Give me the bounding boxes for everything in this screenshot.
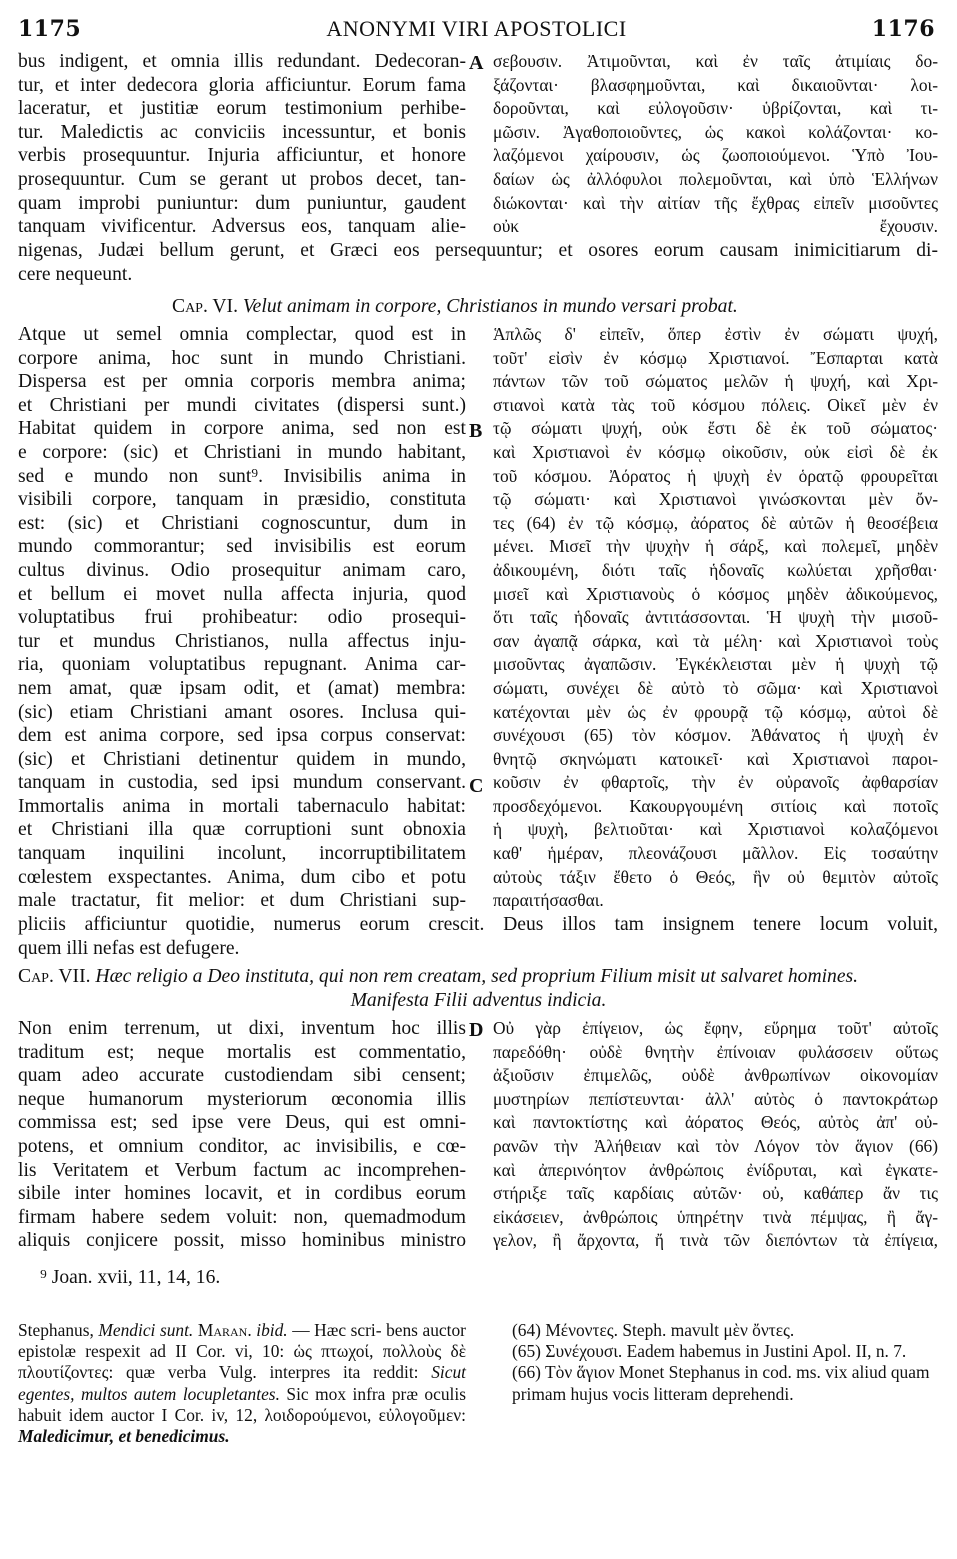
greek-line: μισεῖ καὶ Χριστιανοὺς ὁ κόσμος μηδὲν ἀδικούμενος, — [493, 583, 938, 604]
latin-column-block1 — [18, 50, 466, 239]
note-text-1: — Hæc scri- bens auctor epistolæ respexit ad II Cor. vi, 10: ὡς πτωχοί, πολλοὺς δὲ πλουτίζοντες: quæ verba Vulg. interpres ita reddit: — [18, 1320, 466, 1383]
latin-line: cultus divinus. Odio prosequitur animam caro, — [18, 559, 466, 581]
latin-line: est: (sic) et Christiani cognoscuntur, dum in — [18, 512, 466, 534]
note-author: Stephanus, — [18, 1320, 94, 1340]
chapter-7-title-line1: Hæc religio a Deo instituta, qui non rem creatam, sed proprium Filium misit ut salvaret homines. — [95, 966, 859, 987]
full-line: pliciis afficiuntur quotidie, numerus eorum crescit. Deus illos tam insignem tenere locum voluit, — [18, 914, 938, 935]
latin-line: mundo commorantur; sed invisibilis est eorum — [18, 536, 466, 558]
greek-line: δοροῦνται, καὶ εὐλογοῦσιν· ὑβρίζονται, καὶ τι- — [493, 98, 938, 119]
chapter-6-heading — [172, 295, 738, 319]
latin-line: Non enim terrenum, ut dixi, inventum hoc illis — [18, 1018, 466, 1039]
greek-line: καὶ παντοκτίστης καὶ ἀόρατος Θεός, αὐτὸς ἀπ' οὐ- — [493, 1112, 938, 1133]
latin-line: sed e mundo non sunt⁹. Invisibilis anima in — [18, 465, 466, 487]
note-text-2: Sic mox infra præ oculis habuit idem auctor I Cor. iv, 12, λοιδορούμενοι, εὐλογοῦμεν: — [18, 1383, 466, 1425]
latin-line: (sic) et Christiani detinentur quidem in mundo, — [18, 748, 466, 770]
margin-letter-a: A — [469, 52, 484, 74]
latin-line: visibili corpore, tanquam in præsidio, constituta — [18, 489, 466, 511]
latin-line: Dispersa est per omnia corporis membra anima; — [18, 371, 466, 393]
greek-line: μῶσιν. Ἀγαθοποιοῦντες, ὡς κακοὶ κολάζονται· κο- — [493, 121, 938, 142]
latin-line: Atque ut semel omnia complectar, quod est in — [18, 324, 466, 345]
note-lemma: Mendici sunt. — [98, 1320, 194, 1340]
greek-line: τῷ σώματι· καὶ Χριστιανοὶ γινώσκονται μὲν ὄν- — [493, 489, 938, 510]
greek-line: σώματι, συνέχει δὲ αὐτὸ τὸ σῶμα· καὶ Χριστιανοὶ — [493, 677, 938, 698]
latin-line: tur et mundus Christianos, nulla affectus inju- — [18, 630, 466, 652]
editor-note: (65) Συνέχουσι. Eadem habemus in Justini Apol. II, n. 7. — [512, 1341, 907, 1362]
editor-note-left — [18, 1320, 466, 1447]
editor-note: (66) Τὸν ἅγιον Monet Stephanus in cod. ms. vix aliud quam primam hujus vocis litteram deprehendi. — [512, 1362, 930, 1404]
latin-line: Immortalis anima in mortali tabernaculo habitat: — [18, 795, 466, 817]
note-quote-2: Maledicimur, et benedicimus. — [18, 1426, 230, 1447]
greek-line: οὐκ ἔχουσιν. — [493, 216, 938, 237]
greek-line: σεβουσιν. Ἀτιμοῦνται, καὶ ἐν ταῖς ἀτιμίαις δο- — [493, 51, 938, 71]
latin-line: corpore anima, hoc sunt in mundo Christiani. — [18, 347, 466, 369]
greek-line: πάντων τῶν τοῦ σώματος μελῶν ἡ ψυχή, καὶ Χρι- — [493, 371, 938, 392]
latin-line: ria, quoniam voluptatibus repugnant. Anima car- — [18, 654, 466, 676]
greek-line: εἰκάσειεν, ἀνθρώποις ὑπηρέτην τινὰ πέμψας, ἢ ἄγ- — [493, 1206, 938, 1227]
greek-line: ἀξιοῦσιν ἐπιμελῶς, οὐδὲ ἀνθρωπίνων οἰκονομίαν — [493, 1065, 938, 1086]
latin-line: et Christiani per mundi civitates (dispersi sunt.) — [18, 394, 466, 416]
latin-column-chapter7 — [18, 1017, 466, 1253]
chapter-6-title: Velut animam in corpore, Christianos in mundo versari probat. — [242, 296, 738, 317]
latin-line: traditum est; neque mortalis est commentatio, — [18, 1041, 466, 1063]
greek-line: τες (64) ἐν τῷ κόσμῳ, ἀόρατος δὲ αὐτῶν ἡ θεοσέβεια — [493, 512, 938, 533]
greek-line: ὅτι ταῖς ἡδοναῖς ἀντιτάσσονται. Ἡ ψυχὴ τὴν μισοῦ- — [493, 607, 938, 628]
running-header — [18, 14, 935, 44]
greek-line: παρεδόθη· οὐδὲ θνητὴν ἐπίνοιαν φυλάσσειν οὕτως — [493, 1041, 938, 1062]
latin-line: bus indigent, et omnia illis redundant. Dedecoran- — [18, 51, 466, 72]
latin-line: quam improbi puniuntur: dum puniuntur, gaudent — [18, 192, 466, 214]
greek-column-chapter7 — [493, 1017, 938, 1253]
latin-line: nem amat, quæ ipsam odit, et (amat) membra: — [18, 677, 466, 699]
greek-line: αὐτοὺς τάξιν ἔθετο ὁ Θεός, ἣν οὐ θεμιτὸν αὐτοῖς — [493, 866, 938, 887]
latin-line: et bellum ei movet nulla affecta injuria, quod — [18, 583, 466, 605]
greek-column-chapter6 — [493, 323, 938, 913]
footnote-9: ⁹ Joan. xvii, 11, 14, 16. — [40, 1267, 221, 1288]
latin-column-chapter6 — [18, 323, 466, 913]
greek-line: προσδεχόμενοι. Κακουργουμένη σιτίοις καὶ ποτοῖς — [493, 795, 938, 816]
greek-line: λαζόμενοι χαίρουσιν, ὡς ζωοποιούμενοι. Ὑπὸ Ἰου- — [493, 145, 938, 166]
greek-line: τοῦ κόσμου. Ἀόρατος ἡ ψυχὴ ἐν ὁρατῷ φρουρεῖται — [493, 465, 938, 486]
latin-line: male tractatur, fit melior: et dum Christiani sup- — [18, 890, 466, 912]
latin-line: sibile inter homines locavit, et in cordibus eorum — [18, 1183, 466, 1205]
full-width-text-chapter6 — [18, 913, 938, 960]
margin-letter-b: B — [469, 420, 483, 442]
greek-line: καθ' ἡμέραν, πλεονάζουσι μᾶλλον. Εἰς τοσαύτην — [493, 843, 938, 864]
latin-line: laceratur, et justitiæ eorum testimonium perhibe- — [18, 98, 466, 120]
latin-line: potens, et omnium conditor, ac invisibilis, e cœ- — [18, 1135, 466, 1157]
full-line: quem illi nefas est defugere. — [18, 937, 240, 959]
greek-line: ἀδικουμένη, διότι ταῖς ἡδοναῖς κωλύεται χρῆσθαι· — [493, 559, 938, 580]
latin-line: firmam habere sedem voluit: non, quemadmodum — [18, 1206, 466, 1228]
greek-line: σαν ἀγαπᾷ σάρκα, καὶ τὰ μέλη· καὶ Χριστιανοὶ τοὺς — [493, 630, 938, 651]
latin-line: tanquam vivificentur. Adversus eos, tanquam alie- — [18, 216, 466, 238]
latin-line: cœlestem exspectantes. Anima, dum cibo et potu — [18, 866, 466, 888]
greek-line: ξάζονται· βλασφημοῦνται, καὶ δικαιοῦνται· λοι- — [493, 74, 938, 95]
full-line: cere nequeunt. — [18, 263, 133, 285]
note-quote-1: Sicut egentes, multos autem locupletantes. — [18, 1362, 466, 1404]
latin-line: e corpore: (sic) et Christiani in mundo habitant, — [18, 441, 466, 463]
running-title: ANONYMI VIRI APOSTOLICI — [326, 16, 627, 41]
greek-line: ἡ ψυχὴ, βελτιοῦται· καὶ Χριστιανοὶ κολαζόμενοι — [493, 819, 938, 840]
greek-line: παραιτήσασθαι. — [493, 890, 604, 911]
greek-line: τοῦτ' εἰσὶν ἐν κόσμῳ Χριστιανοί. Ἔσπαρται κατὰ — [493, 347, 938, 368]
latin-line: tanquam inquilini incolunt, incorruptibilitatem — [18, 843, 466, 865]
latin-line: et Christiani illa quæ corruptioni sunt obnoxia — [18, 819, 466, 841]
greek-line: καὶ Χριστιανοὶ ἐν κόσμῳ οἰκοῦσιν, οὐκ εἰσὶ δὲ ἐκ — [493, 441, 938, 462]
latin-line: commissa est; sed ipse vere Deus, qui est omni- — [18, 1112, 466, 1134]
latin-line: prosequuntur. Cum se gerant ut probos decet, tan- — [18, 168, 466, 190]
greek-line: κοῦσιν ἐν φθαρτοῖς, τὴν ἐν οὐρανοῖς ἀφθαρσίαν — [493, 772, 938, 793]
greek-column-block1 — [493, 50, 938, 239]
editor-note: (64) Μένοντες. Steph. mavult μὲν ὄντες. — [512, 1320, 795, 1340]
greek-line: Ἁπλῶς δ' εἰπεῖν, ὅπερ ἐστὶν ἐν σώματι ψυχή, — [493, 324, 938, 344]
latin-line: quam adeo accurate custodiendam sibi censent; — [18, 1065, 466, 1087]
full-line: nigenas, Judæi bellum gerunt, et Græci eos persequuntur; et osores eorum causam inimicitiarum di- — [18, 240, 938, 261]
chapter-7-heading — [18, 965, 858, 989]
greek-line: κατέχονται μὲν ὡς ἐν φρουρᾷ τῷ κόσμῳ, αὐτοὶ δὲ — [493, 701, 938, 722]
greek-line: τῷ σώματι ψυχή, οὐκ ἔστι δὲ ἐκ τοῦ σώματος· — [493, 418, 938, 439]
page-number-left: 1175 — [18, 16, 82, 42]
greek-line: μισοῦντας ἀγαπῶσιν. Ἐγκέκλεισται μὲν ἡ ψυχὴ τῷ — [493, 654, 938, 675]
greek-line: μένει. Μισεῖ τὴν ψυχὴν ἡ σάρξ, καὶ πολεμεῖ, μηδὲν — [493, 536, 938, 557]
latin-line: verbis prosequuntur. Injuria afficiuntur, et honore — [18, 145, 466, 167]
margin-letter-c: C — [469, 775, 484, 797]
latin-line: voluptatibus frui prohibeatur: odio prosequi- — [18, 607, 466, 629]
page-number-right: 1176 — [871, 16, 935, 42]
chapter-7-title-line2: Manifesta Filii adventus indicia. — [350, 990, 607, 1011]
greek-line: δαίων ὡς ἀλλόφυλοι πολεμοῦνται, καὶ ὑπὸ Ἑλλήνων — [493, 168, 938, 189]
latin-line: (sic) etiam Christiani amant osores. Inclusa qui- — [18, 701, 466, 723]
chapter-7-label: Cap. VII. — [18, 966, 91, 987]
chapter-6-label: Cap. VI. — [172, 296, 238, 317]
latin-line: Habitat quidem in corpore anima, sed non est — [18, 418, 466, 440]
greek-line: γελον, ἢ ἄρχοντα, ἤ τινὰ τῶν διεπόντων τὰ ἐπίγεια, — [493, 1230, 938, 1251]
latin-line: aliquis conjicere possit, misso hominibus ministro — [18, 1230, 466, 1252]
greek-line: στήριξε ταῖς καρδίαις αὐτῶν· οὐ, καθάπερ ἄν τις — [493, 1183, 938, 1204]
latin-line: tur, et inter dedecora gloria afficiuntur. Eorum fama — [18, 74, 466, 96]
latin-line: neque humanorum mysteriorum œconomia illis — [18, 1088, 466, 1110]
note-maran: Maran. — [197, 1320, 252, 1340]
note-ibid: ibid. — [256, 1320, 288, 1340]
greek-line: συνέχουσι (65) τὸν κόσμον. Ἀθάνατος ἡ ψυχὴ ἐν — [493, 725, 938, 746]
greek-line: καὶ ἀπερινόητον ἀνθρώποις ἐνίδρυται, καὶ ἐγκατε- — [493, 1159, 938, 1180]
editor-notes-right — [512, 1320, 938, 1405]
greek-line: μυστηρίων πεπίστευνται· ἀλλ' αὐτὸς ὁ παντοκράτωρ — [493, 1088, 938, 1109]
latin-line: tur. Maledictis ac conviciis incessuntur, et bonis — [18, 121, 466, 143]
latin-line: dem est anima corpore, sed ipsa corpus conservat: — [18, 725, 466, 747]
greek-line: στιανοὶ κατὰ τὰς τοῦ κόσμου πόλεις. Οἰκεῖ μὲν ἐν — [493, 394, 938, 415]
latin-line: tanquam in custodia, sed ipsi mundum conservant. — [18, 772, 466, 794]
latin-line: lis Veritatem et Verbum factum ac incomprehen- — [18, 1159, 466, 1181]
margin-letter-d: D — [469, 1019, 484, 1041]
greek-line: θνητῷ σκηνώματι κατοικεῖ· καὶ Χριστιανοὶ παροι- — [493, 748, 938, 769]
greek-line: ρανῶν τὴν Ἀλήθειαν καὶ τὸν Λόγον τὸν ἅγιον (66) — [493, 1135, 938, 1156]
greek-line: Οὐ γὰρ ἐπίγειον, ὡς ἔφην, εὕρημα τοῦτ' αὐτοῖς — [493, 1018, 938, 1038]
greek-line: διώκονται· καὶ τὴν αἰτίαν τῆς ἔχθρας εἰπεῖν μισοῦντες — [493, 192, 938, 213]
full-width-text-block1 — [18, 239, 938, 286]
